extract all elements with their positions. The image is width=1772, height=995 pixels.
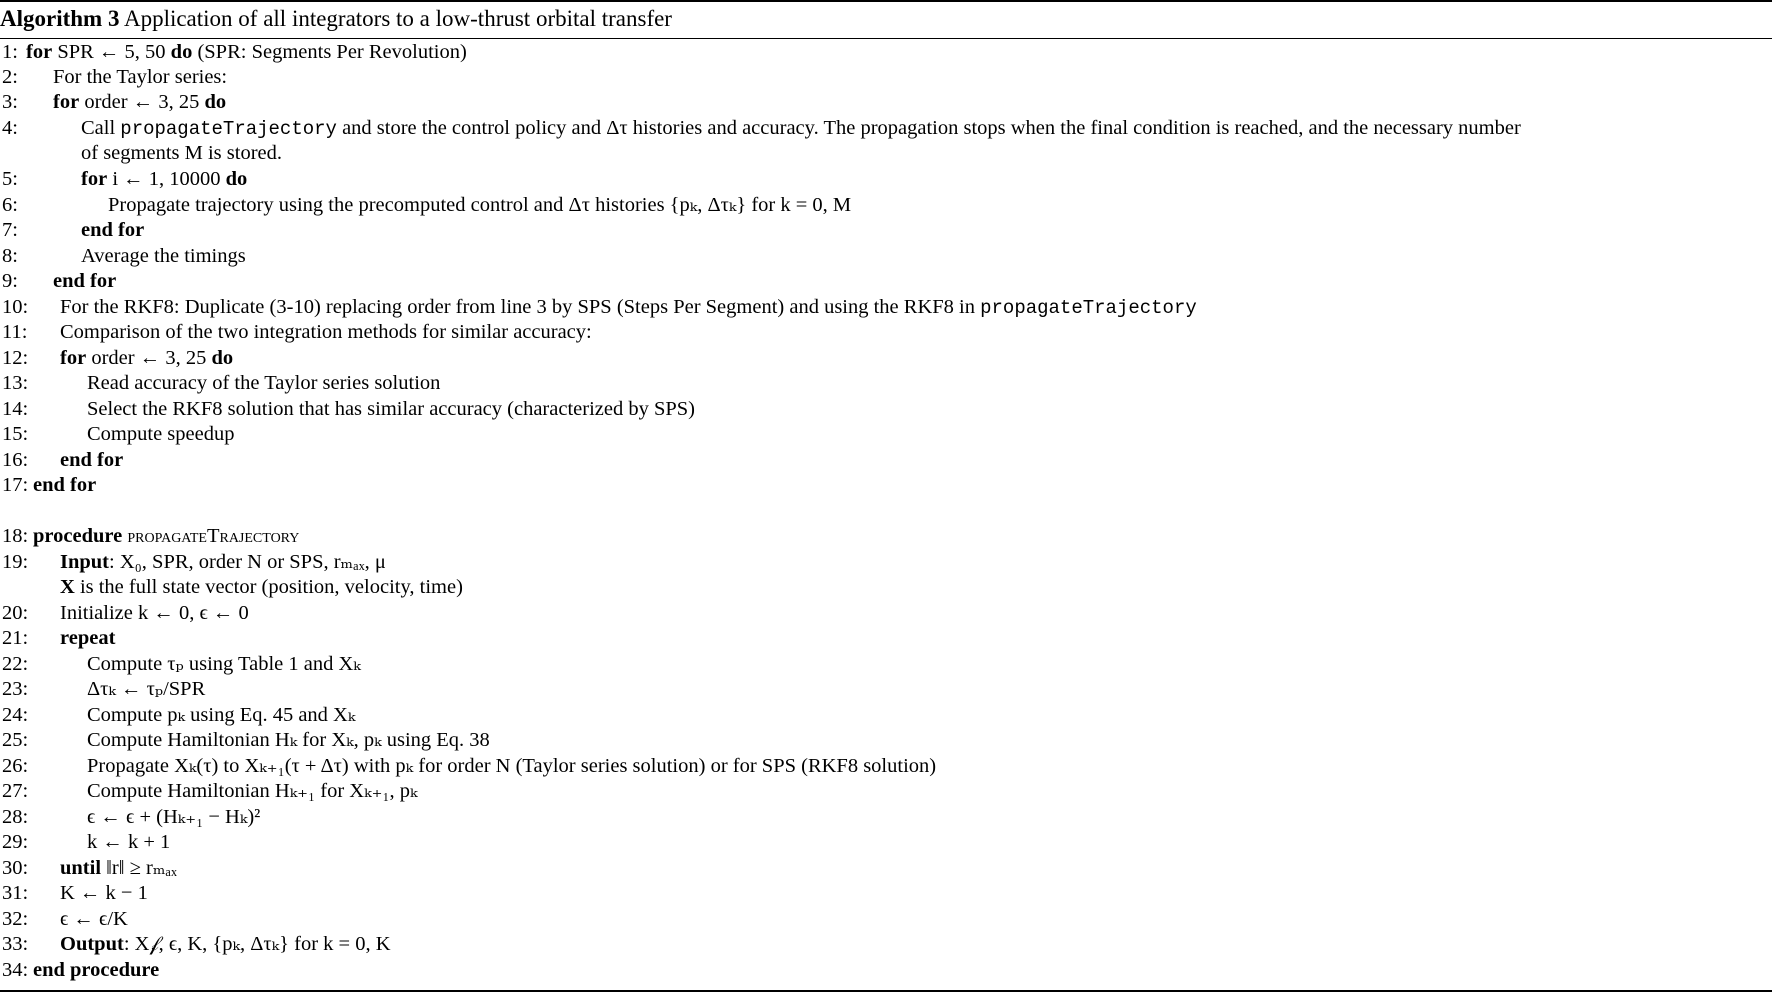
keyword: Input (60, 551, 110, 573)
line-text (60, 549, 386, 575)
algo-line-30 (0, 855, 1772, 881)
keyword: Output (60, 933, 124, 955)
line-number: 29: (2, 831, 29, 853)
algo-line-24 (0, 702, 1772, 728)
line-number: 27: (2, 780, 29, 802)
line-text (60, 931, 391, 957)
algo-line-15 (0, 421, 1772, 447)
line-number: 24: (2, 704, 29, 726)
keyword: do (170, 41, 193, 63)
statement: order ← 3, 25 (86, 347, 212, 369)
line-number: 30: (2, 857, 29, 879)
algo-line-4-continued (0, 140, 1772, 166)
statement: For the RKF8: Duplicate (3-10) replacing order from line 3 by SPS (Steps Per Segment) and using the RKF8 in (60, 296, 981, 318)
algo-line-31 (0, 880, 1772, 906)
algo-line-28 (0, 804, 1772, 830)
statement: SPR ← 5, 50 (52, 41, 171, 63)
algorithm-title: Application of all integrators to a low-thrust orbital transfer (123, 6, 672, 31)
line-number: 7: (2, 219, 18, 241)
line-number: 13: (2, 372, 29, 394)
algo-line-19-continued (0, 574, 1772, 600)
line-number: 12: (2, 347, 29, 369)
algo-line-21 (0, 625, 1772, 651)
statement: Comparison of the two integration methods for similar accuracy: (60, 321, 592, 343)
keyword: end for (33, 474, 97, 496)
keyword: for (81, 168, 108, 190)
line-number: 34: (2, 959, 29, 981)
statement: Call (81, 117, 121, 139)
keyword: end procedure (33, 959, 160, 981)
keyword: for (26, 41, 53, 63)
line-number: 32: (2, 908, 29, 930)
statement: For the Taylor series: (53, 66, 228, 88)
statement: is the full state vector (position, velocity, time) (74, 576, 463, 598)
line-number: 28: (2, 806, 29, 828)
line-text (33, 523, 299, 549)
line-text (60, 855, 177, 881)
statement: Average the timings (81, 245, 246, 267)
statement: Δτₖ ← τₚ/SPR (87, 678, 206, 700)
keyword: repeat (60, 627, 116, 649)
line-number: 21: (2, 627, 29, 649)
algo-line-6 (0, 192, 1772, 218)
line-text (53, 89, 226, 115)
keyword: end for (60, 449, 124, 471)
code-identifier: propagateTrajectory (980, 297, 1197, 319)
algorithm-caption (0, 2, 1772, 36)
line-number: 4: (2, 117, 18, 139)
statement: Compute Hamiltonian Hₖ for Xₖ, pₖ using Eq. 38 (87, 729, 490, 751)
keyword: until (60, 857, 102, 879)
statement: : X₀, SPR, order N or SPS, rₘₐₓ, μ (109, 551, 386, 573)
algo-line-7 (0, 217, 1772, 243)
code-identifier: propagateTrajectory (120, 118, 337, 140)
line-number: 5: (2, 168, 18, 190)
line-number: 14: (2, 398, 29, 420)
statement: Compute Hamiltonian Hₖ₊₁ for Xₖ₊₁, pₖ (87, 780, 418, 802)
algo-line-33 (0, 931, 1772, 957)
algo-line-25 (0, 727, 1772, 753)
line-number: 17: (2, 474, 29, 496)
algo-line-34 (0, 957, 1772, 983)
algo-line-1 (0, 39, 1772, 65)
algo-line-32 (0, 906, 1772, 932)
algo-line-5 (0, 166, 1772, 192)
algo-line-11 (0, 319, 1772, 345)
line-number: 10: (2, 296, 29, 318)
line-number: 9: (2, 270, 18, 292)
bottom-rule (0, 990, 1772, 992)
line-number: 23: (2, 678, 29, 700)
keyword: do (204, 91, 227, 113)
statement: ϵ ← ϵ/K (60, 908, 128, 930)
statement: Propagate Xₖ(τ) to Xₖ₊₁(τ + Δτ) with pₖ for order N (Taylor series solution) or for SPS (RKF8 solution) (87, 755, 937, 777)
line-number: 31: (2, 882, 29, 904)
algo-line-23 (0, 676, 1772, 702)
line-number: 16: (2, 449, 29, 471)
algo-line-12 (0, 345, 1772, 371)
algo-line-27 (0, 778, 1772, 804)
algorithm-label: Algorithm 3 (0, 6, 120, 31)
statement: and store the control policy and Δτ histories and accuracy. The propagation stops when the final condition is reached, and the necessary number (336, 117, 1521, 139)
statement: Compute pₖ using Eq. 45 and Xₖ (87, 704, 356, 726)
algo-line-14 (0, 396, 1772, 422)
statement: Compute τₚ using Table 1 and Xₖ (87, 653, 361, 675)
comment: (SPR: Segments Per Revolution) (192, 41, 467, 63)
statement: ϵ ← ϵ + (Hₖ₊₁ − Hₖ)² (87, 806, 261, 828)
algo-line-9 (0, 268, 1772, 294)
algo-line-17 (0, 472, 1772, 498)
keyword: for (53, 91, 80, 113)
algo-line-10 (0, 294, 1772, 320)
statement: Propagate trajectory using the precomputed control and Δτ histories {pₖ, Δτₖ} for k = 0, M (108, 194, 852, 216)
line-text (60, 294, 1197, 321)
keyword: end for (81, 219, 145, 241)
line-number: 1: (2, 41, 18, 63)
keyword: do (225, 168, 248, 190)
keyword: end for (53, 270, 117, 292)
statement: k ← k + 1 (87, 831, 171, 853)
line-number: 25: (2, 729, 29, 751)
statement: Initialize k ← 0, ϵ ← 0 (60, 602, 249, 624)
keyword: procedure (33, 525, 123, 547)
line-number: 33: (2, 933, 29, 955)
line-number: 19: (2, 551, 29, 573)
algo-line-4 (0, 115, 1772, 141)
line-number: 11: (2, 321, 28, 343)
statement: Read accuracy of the Taylor series solution (87, 372, 441, 394)
algo-line-19 (0, 549, 1772, 575)
line-number: 2: (2, 66, 18, 88)
statement: ‖r‖ ≥ rₘₐₓ (101, 857, 177, 879)
line-number: 26: (2, 755, 29, 777)
algo-line-22 (0, 651, 1772, 677)
line-text (81, 166, 247, 192)
algo-line-18 (0, 523, 1772, 549)
algo-line-3 (0, 89, 1772, 115)
statement: Select the RKF8 solution that has similar accuracy (characterized by SPS) (87, 398, 695, 420)
statement: Compute speedup (87, 423, 235, 445)
line-number: 15: (2, 423, 29, 445)
line-number: 20: (2, 602, 29, 624)
statement: : X𝒻, ϵ, K, {pₖ, Δτₖ} for k = 0, K (123, 933, 391, 955)
symbol: X (60, 576, 75, 598)
statement: i ← 1, 10000 (107, 168, 226, 190)
algo-line-20 (0, 600, 1772, 626)
algo-line-29 (0, 829, 1772, 855)
line-number: 6: (2, 194, 18, 216)
algo-line-2 (0, 64, 1772, 90)
algo-line-16 (0, 447, 1772, 473)
procedure-name: propagateTrajectory (127, 525, 300, 547)
algo-line-13 (0, 370, 1772, 396)
statement: order ← 3, 25 (79, 91, 205, 113)
keyword: for (60, 347, 87, 369)
line-number: 18: (2, 525, 29, 547)
line-number: 3: (2, 91, 18, 113)
keyword: do (211, 347, 234, 369)
statement: K ← k − 1 (60, 882, 148, 904)
line-text (60, 345, 233, 371)
line-text (60, 574, 463, 600)
line-text (26, 39, 467, 65)
line-text (81, 115, 1521, 142)
line-number: 8: (2, 245, 18, 267)
algo-line-26 (0, 753, 1772, 779)
algo-line-8 (0, 243, 1772, 269)
statement: of segments M is stored. (81, 142, 282, 164)
line-number: 22: (2, 653, 29, 675)
